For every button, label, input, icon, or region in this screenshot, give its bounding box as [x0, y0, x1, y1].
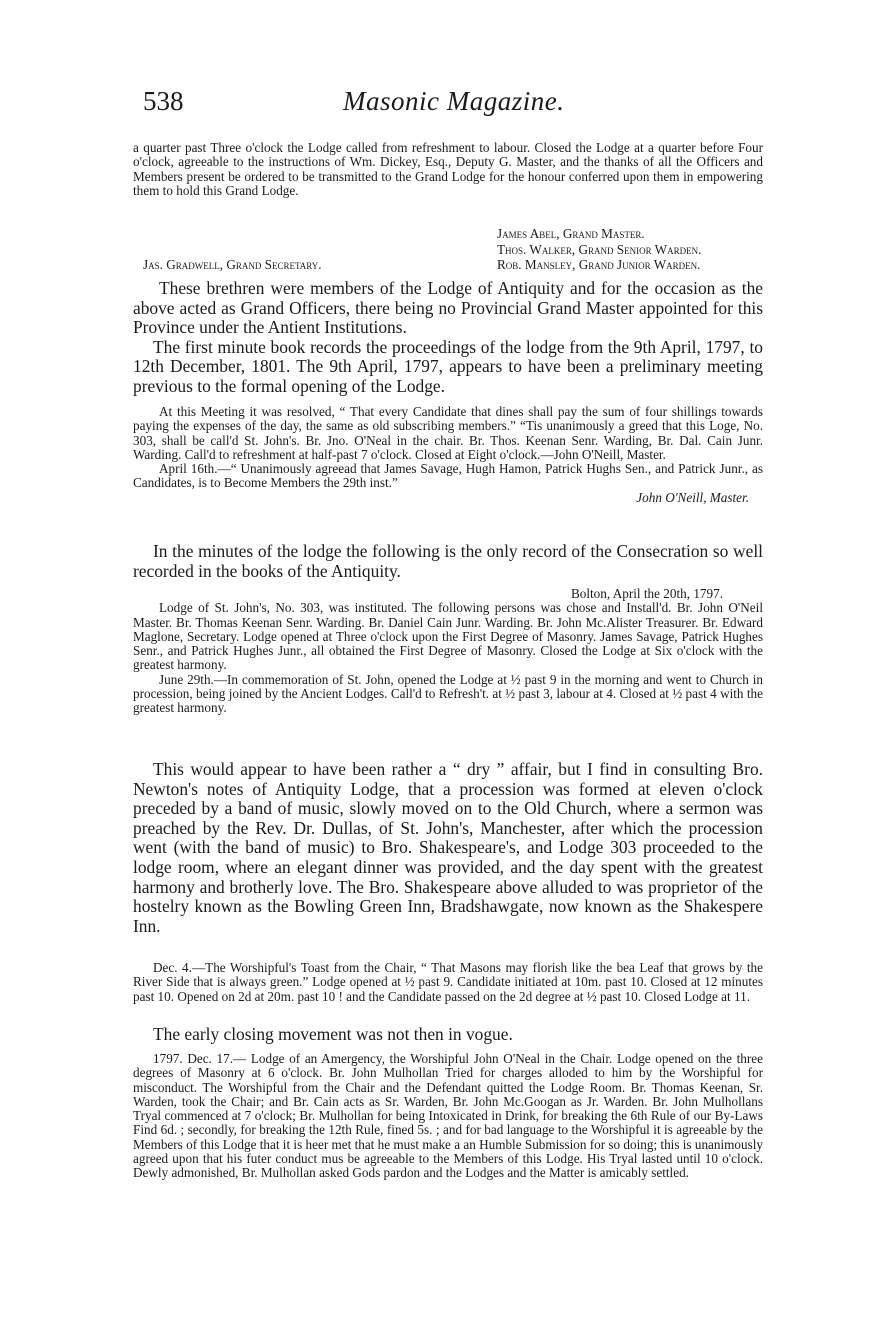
- minutes-extract-4: [133, 961, 763, 1004]
- running-title: Masonic Magazine.: [343, 86, 565, 116]
- body-section-1: [133, 279, 763, 397]
- paragraph-early-closing: The early closing movement was not then in vogue.: [153, 1024, 513, 1044]
- quote-lodge-instituted: Lodge of St. John's, No. 303, was instituted. The following persons was chose and Install'd. Br. John O'Neil Master. Br. Thomas Keenan Senr. Warding. Br. Daniel Cain Junr. Warding. Br. John Mc.Alister Treasurer. Br. Edward Maglone, Secretary. Lodge opened at Three o'clock upon the First Degree of Masonry. James Savage, Patrick Hughes Senr., and Patrick Hughes Junr., all obtained the First Degree of Masonry. Closed the Lodge at Six o'clock with the greatest harmony.: [133, 600, 763, 673]
- minutes-extract-3: [133, 587, 763, 716]
- signature-senior-warden: Thos. Walker, Grand Senior Warden.: [497, 242, 702, 257]
- quote-dec-4: Dec. 4.—The Worshipful's Toast from the Chair, “ That Masons may florish like the bea Leaf that grows by the River Side that is always green.” Lodge opened at ½ past 9. Candidate initiated at 10m. past 10. Closed at 12 minutes past 10. Opened on 2d at 20m. past 10 ! and the Candidate passed on the 2d degree at ½ past 10. Closed Lodge at 11.: [133, 960, 763, 1004]
- paragraph-consecration-record: In the minutes of the lodge the following is the only record of the Consecration so well recorded in the books of the Antiquity.: [133, 541, 763, 581]
- body-section-2: [133, 542, 763, 581]
- minutes-extract-2: [133, 405, 763, 505]
- minutes-closing-text: a quarter past Three o'clock the Lodge called from refreshment to labour. Closed the Lodge at a quarter before Four o'clock, agreeable to the instructions of Wm. Dickey, Esq., Deputy G. Master, and the thanks of all the Officers and Members present be ordered to be transmitted to the Grand Lodge for the honour conferred upon them in empowering them to hold this Grand Lodge.: [133, 140, 763, 198]
- signature-grand-master: James Abel, Grand Master.: [497, 226, 645, 241]
- minutes-extract-1: [133, 141, 763, 198]
- minutes-extract-5: [133, 1052, 763, 1181]
- quote-june-29: June 29th.—In commemoration of St. John, opened the Lodge at ½ past 9 in the morning and went to Church in procession, being joined by the Ancient Lodges. Call'd to Refresh't. at ½ past 3, labour at 4. Closed at ½ past 4 with the greatest harmony.: [133, 671, 763, 716]
- body-section-3: [133, 760, 763, 936]
- quote-meeting-resolution: At this Meeting it was resolved, “ That every Candidate that dines shall pay the sum of four shillings towards paying the expenses of the day, the same as old subscribing members.” “Tis unanimously a greed that this Loge, No. 303, shall be call'd St. John's. Br. Jno. O'Neal in the chair. Br. Thos. Keenan Senr. Warding, Br. Dal. Cain Junr. Warding. Call'd to refreshment at half-past 7 o'clock. Closed at Eight o'clock.—John O'Neill, Master.: [133, 404, 763, 462]
- paragraph-grand-officers: These brethren were members of the Lodge of Antiquity and for the occasion as the above acted as Grand Officers, there being no Provincial Grand Master appointed for this Province under the Antient Institutions.: [133, 278, 763, 338]
- quote-april-16-signature: John O'Neill, Master.: [636, 489, 749, 505]
- paragraph-procession: This would appear to have been rather a “ dry ” affair, but I find in consulting Bro. Newton's notes of Antiquity Lodge, that a procession was formed at eleven o'clock preceded by a band of music, slowly moved on to the Old Church, where a sermon was preached by the Rev. Dr. Dullas, of St. John's, Manchester, after which the procession went (with the band of music) to Bro. Shakespeare's, and Lodge 303 proceeded to the lodge room, where an elegant dinner was provided, and the day spent with the greatest harmony and brotherly love. The Bro. Shakespeare above alluded to was proprietor of the hostelry known as the Bowling Green Inn, Bradshawgate, now known as the Shakespere Inn.: [133, 759, 763, 936]
- signature-grand-secretary: Jas. Gradwell, Grand Secretary.: [143, 257, 322, 272]
- signature-junior-warden: Rob. Mansley, Grand Junior Warden.: [497, 257, 701, 272]
- running-header: [143, 86, 763, 126]
- page-number: 538: [143, 86, 184, 116]
- quote-dec-17: 1797. Dec. 17.— Lodge of an Amergency, the Worshipful John O'Neal in the Chair. Lodge opened on the three degrees of Masonry at 6 o'clock. Br. John Mulhollan Tried for charges alloded to him by the Worshipful for misconduct. The Worshipful from the Chair and the Defendant quitted the Lodge Room. Br. Thomas Keenan, Sr. Warden, took the Chair; and Br. Cain acts as Sr. Warden, Br. John Mc.Googan as Jr. Warden. Br. John Mulhollans Tryal commenced at 7 o'clock; Br. Mulhollan for being Intoxicated in Drink, for breaking the 6th Rule of our By-Laws Find 6d. ; secondly, for breaking the 12th Rule, fined 5s. ; and for bad language to the Worshipful it is agreeable by the Members of this Lodge that it is heer met that he must make a an Humble Submission for so doing; this is unanimously agreed upon that his futer conduct mus be agreeable to the Members of this Lodge. His Tryal lasted until 10 o'clock. Dewly admonished, Br. Mulhollan asked Gods pardon and the Lodges and the Matter is amicably settled.: [133, 1051, 763, 1181]
- quote-date-line: Bolton, April the 20th, 1797.: [570, 586, 723, 601]
- paragraph-first-minute-book: The first minute book records the proceedings of the lodge from the 9th April, 1797, to 12th December, 1801. The 9th April, 1797, appears to have been a preliminary meeting previous to the formal opening of the Lodge.: [133, 336, 763, 396]
- body-section-4: [133, 1025, 763, 1045]
- quote-april-16: April 16th.—“ Unanimously agreead that James Savage, Hugh Hamon, Patrick Hughs Sen., and Patrick Junr., as Candidates, is to Become Members the 29th inst.”: [133, 461, 763, 491]
